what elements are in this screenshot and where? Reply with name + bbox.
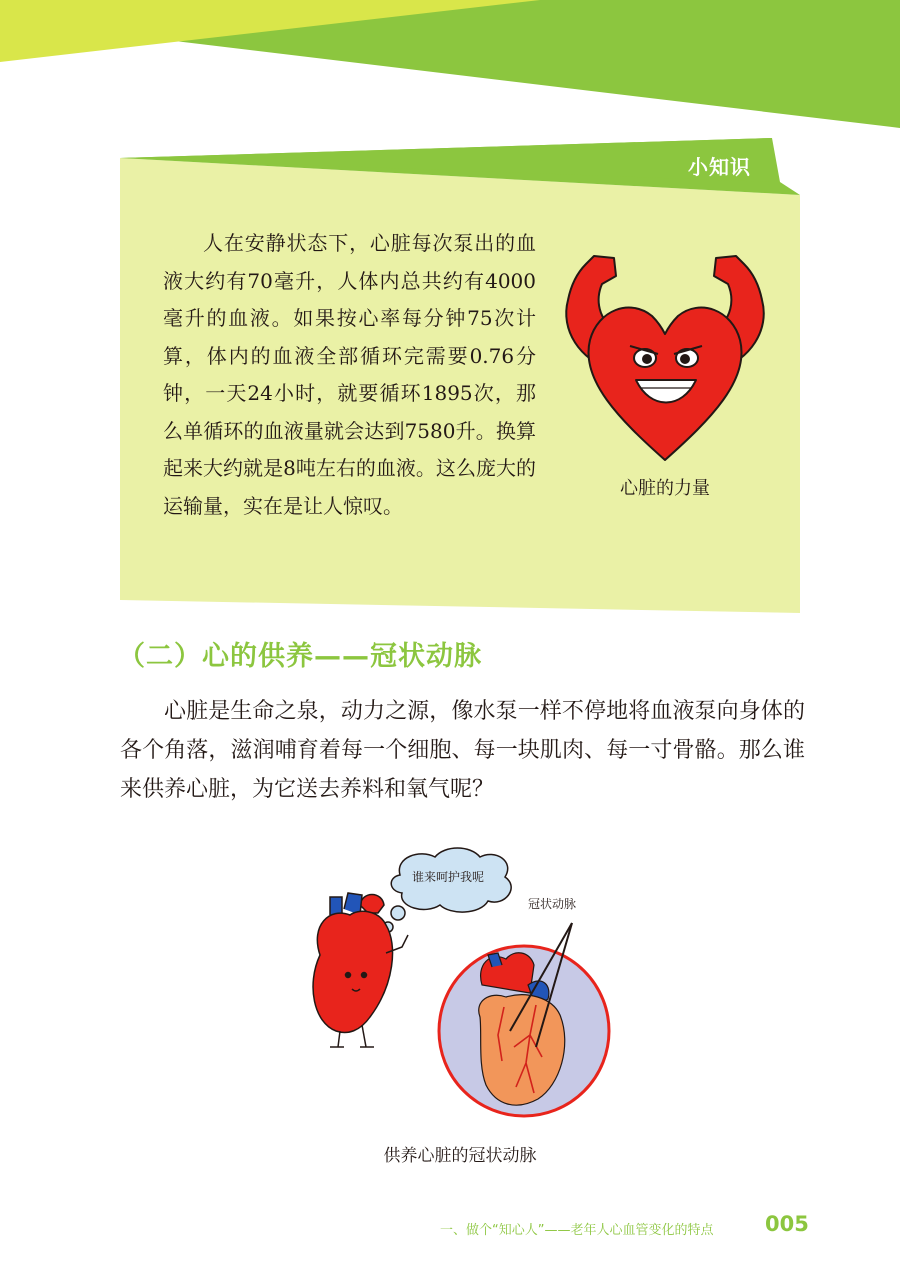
tip-box-text: 人在安静状态下，心脏每次泵出的血液大约有70毫升，人体内总共约有4000毫升的血液。如果按心率每分钟75次计算，体内的血液全部循环完需要0.76分钟，一天24小时，就要循环1895次，那么单循环的血液量就会达到7580升。换算起来大约就是8吨左右的血液。这么庞大的运输量，实在是让人惊叹。 [163, 231, 536, 518]
section-title: （二）心的供养——冠状动脉 [118, 641, 482, 672]
coronary-pointer-label: 冠状动脉 [528, 897, 577, 911]
coronary-caption: 供养心脏的冠状动脉 [383, 1146, 537, 1166]
heart-power-caption: 心脏的力量 [620, 478, 710, 499]
running-title: 一、做个“知心人”——老年人心血管变化的特点 [440, 1223, 714, 1238]
tip-box-tag: 小知识 [688, 155, 751, 179]
section-paragraph: 心脏是生命之泉，动力之源，像水泵一样不停地将血液泵向身体的各个角落，滋润哺育着每一个细胞、每一块肌肉、每一寸骨骼。那么谁来供养心脏，为它送去养料和氧气呢？ [120, 699, 805, 802]
thought-bubble-text: 谁来呵护我呢 [411, 870, 484, 884]
page-number: 005 [765, 1212, 809, 1236]
muscular-heart-illustration [550, 250, 780, 470]
